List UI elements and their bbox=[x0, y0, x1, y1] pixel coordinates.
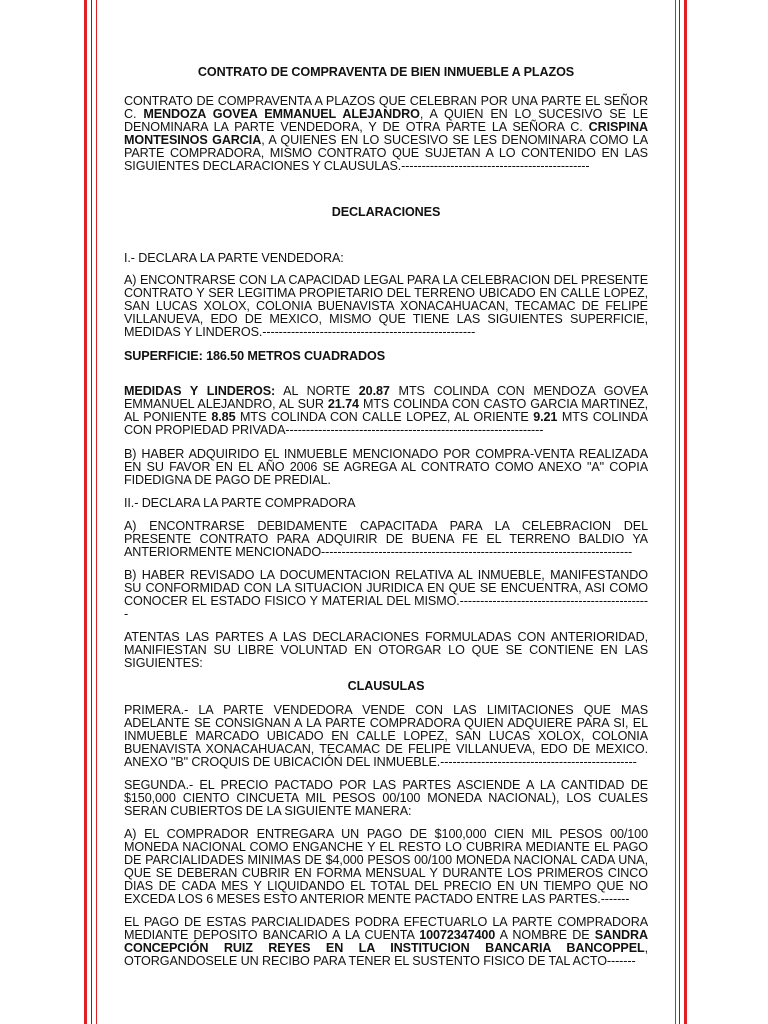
border-line-right-red-thin bbox=[675, 0, 676, 1024]
border-line-left-red bbox=[84, 0, 87, 1024]
pago-text-2: A NOMBRE DE bbox=[495, 928, 595, 942]
intro-text-3: , A QUIENES EN LO SUCESIVO SE LES DENOMINARA COMO LA PARTE COMPRADORA, MISMO CONTRATO QUE SUJETAN A LO CONTENIDO EN LAS SIGUIENTES DECLARACIONES Y CLAUSULAS.---------------------------------------------- bbox=[124, 133, 649, 173]
medida-poniente: 8.85 bbox=[211, 410, 236, 424]
clausulas-heading: CLAUSULAS bbox=[347, 679, 425, 693]
decl-compradora-a: A) ENCONTRARSE DEBIDAMENTE CAPACITADA PARA LA CELEBRACION DEL PRESENTE CONTRATO PARA ADQUIRIR DE BUENA FE EL TERRENO BALDIO YA ANTERIORMENTE MENCIONADO---------------------------------------------------------------------------- bbox=[124, 519, 648, 559]
clausula-segunda: SEGUNDA.- EL PRECIO PACTADO POR LAS PARTES ASCIENDE A LA CANTIDAD DE $150,000 CIENTO CINCUETA MIL PESOS 00/100 MONEDA NACIONAL), LOS CUALES SERAN CUBIERTOS DE LA SIGUIENTE MANERA: bbox=[124, 778, 648, 818]
border-line-left-blue bbox=[91, 0, 92, 1024]
medidas-linderos bbox=[124, 385, 648, 437]
intro-paragraph bbox=[124, 95, 648, 173]
medidas-text-4: MTS COLINDA CON CALLE LOPEZ, AL ORIENTE bbox=[235, 410, 534, 424]
medida-sur: 21.74 bbox=[327, 397, 359, 411]
declaraciones-heading: DECLARACIONES bbox=[331, 205, 441, 219]
medidas-text-1: AL NORTE bbox=[275, 384, 359, 398]
account-holder: SANDRA CONCEPCIÓN RUIZ REYES EN LA INSTITUCION BANCARIA BANCOPPEL bbox=[124, 928, 648, 955]
contract-page bbox=[124, 66, 648, 968]
atentas-paragraph: ATENTAS LAS PARTES A LAS DECLARACIONES FORMULADAS CON ANTERIORIDAD, MANIFIESTAN SU LIBRE VOLUNTAD EN OTORGAR LO QUE SE CONTIENE EN LAS SIGUIENTES: bbox=[124, 630, 648, 670]
pago-paragraph bbox=[124, 916, 648, 968]
account-number: 10072347400 bbox=[419, 928, 496, 942]
medida-oriente: 9.21 bbox=[533, 410, 558, 424]
document-title: CONTRATO DE COMPRAVENTA DE BIEN INMUEBLE A PLAZOS bbox=[197, 65, 575, 79]
medidas-text-2: MTS COLINDA CON MENDOZA GOVEA EMMANUEL ALEJANDRO, AL SUR bbox=[124, 384, 649, 411]
intro-text-2: , A QUIEN EN LO SUCESIVO SE LE DENOMINARA LA PARTE VENDEDORA, Y DE OTRA PARTE LA SEÑORA C. bbox=[124, 107, 649, 134]
medidas-text-5: MTS COLINDA CON PROPIEDAD PRIVADA--------------------------------------------------------------- bbox=[124, 410, 648, 437]
buyer-name: CRISPINA MONTESINOS GARCIA bbox=[124, 120, 648, 147]
intro-text-1: CONTRATO DE COMPRAVENTA A PLAZOS QUE CELEBRAN POR UNA PARTE EL SEÑOR C. bbox=[124, 94, 648, 121]
border-line-right-red bbox=[684, 0, 687, 1024]
pago-text-1: EL PAGO DE ESTAS PARCIALIDADES PODRA EFECTUARLO LA PARTE COMPRADORA MEDIANTE DEPOSITO BANCARIO A LA CUENTA bbox=[124, 915, 648, 942]
seller-name: MENDOZA GOVEA EMMANUEL ALEJANDRO bbox=[143, 107, 420, 121]
decl-compradora: II.- DECLARA LA PARTE COMPRADORA bbox=[124, 496, 356, 510]
medidas-label: MEDIDAS Y LINDEROS: bbox=[124, 384, 276, 398]
clausula-segunda-a: A) EL COMPRADOR ENTREGARA UN PAGO DE $100,000 CIEN MIL PESOS 00/100 MONEDA NACIONAL COMO ENGANCHE Y EL RESTO LO CUBRIRA MEDIANTE EL PAGO DE PARCIALIDADES MINIMAS DE $4,000 PESOS 00/100 MONEDA NACIONAL CADA UNA, QUE SE DEBERAN CUBRIR EN FORMA MENSUAL Y DURANTE LOS PRIMEROS CINCO DIAS DE CADA MES Y LIQUIDANDO EL TOTAL DEL PRECIO EN UN TIEMPO QUE NO EXCEDA LOS 6 MESES ESTO ANTERIOR MENTE PACTADO ENTRE LAS PARTES.------- bbox=[124, 827, 648, 906]
decl-compradora-b: B) HABER REVISADO LA DOCUMENTACION RELATIVA AL INMUEBLE, MANIFESTANDO SU CONFORMIDAD CON LA SITUACION JURIDICA EN QUE SE ENCUENTRA, ASI COMO CONOCER EL ESTADO FISICO Y MATERIAL DEL MISMO.----------------------------------------------- bbox=[124, 568, 648, 621]
decl-vendedora-b: B) HABER ADQUIRIDO EL INMUEBLE MENCIONADO POR COMPRA-VENTA REALIZADA EN SU FAVOR EN EL AÑO 2006 SE AGREGA AL CONTRATO COMO ANEXO "A" COPIA FIDEDIGNA DE PAGO DE PREDIAL. bbox=[124, 447, 648, 487]
decl-vendedora: I.- DECLARA LA PARTE VENDEDORA: bbox=[124, 251, 344, 265]
border-line-left-red-thin bbox=[96, 0, 97, 1024]
border-line-right-blue bbox=[679, 0, 680, 1024]
superficie: SUPERFICIE: 186.50 METROS CUADRADOS bbox=[124, 349, 386, 363]
medidas-text-3: MTS COLINDA CON CASTO GARCIA MARTINEZ, AL PONIENTE bbox=[124, 397, 648, 424]
medida-norte: 20.87 bbox=[358, 384, 390, 398]
decl-vendedora-a: A) ENCONTRARSE CON LA CAPACIDAD LEGAL PARA LA CELEBRACION DEL PRESENTE CONTRATO Y SER LEGITIMA PROPIETARIO DEL TERRENO UBICADO EN CALLE LOPEZ, SAN LUCAS XOLOX, COLONIA BUENAVISTA XONACAHUACAN, TECAMAC DE FELIPE VILLANUEVA, EDO DE MEXICO, MISMO QUE TIENE LAS SIGUIENTES SUPERFICIE, MEDIDAS Y LINDEROS.---------------------------------------------------- bbox=[124, 273, 648, 339]
pago-text-3: , OTORGANDOSELE UN RECIBO PARA TENER EL SUSTENTO FISICO DE TAL ACTO------- bbox=[124, 941, 648, 968]
clausula-primera: PRIMERA.- LA PARTE VENDEDORA VENDE CON LAS LIMITACIONES QUE MAS ADELANTE SE CONSIGNAN A LA PARTE COMPRADORA QUIEN ADQUIERE PARA SI, EL INMUEBLE MARCADO UBICADO EN CALLE LOPEZ, SAN LUCAS XOLOX, COLONIA BUENAVISTA XONACAHUACAN, TECAMAC DE FELIPE VILLANUEVA, EDO DE MEXICO. ANEXO "B" CROQUIS DE UBICACIÓN DEL INMUEBLE.------------------------------------------------ bbox=[124, 703, 648, 769]
